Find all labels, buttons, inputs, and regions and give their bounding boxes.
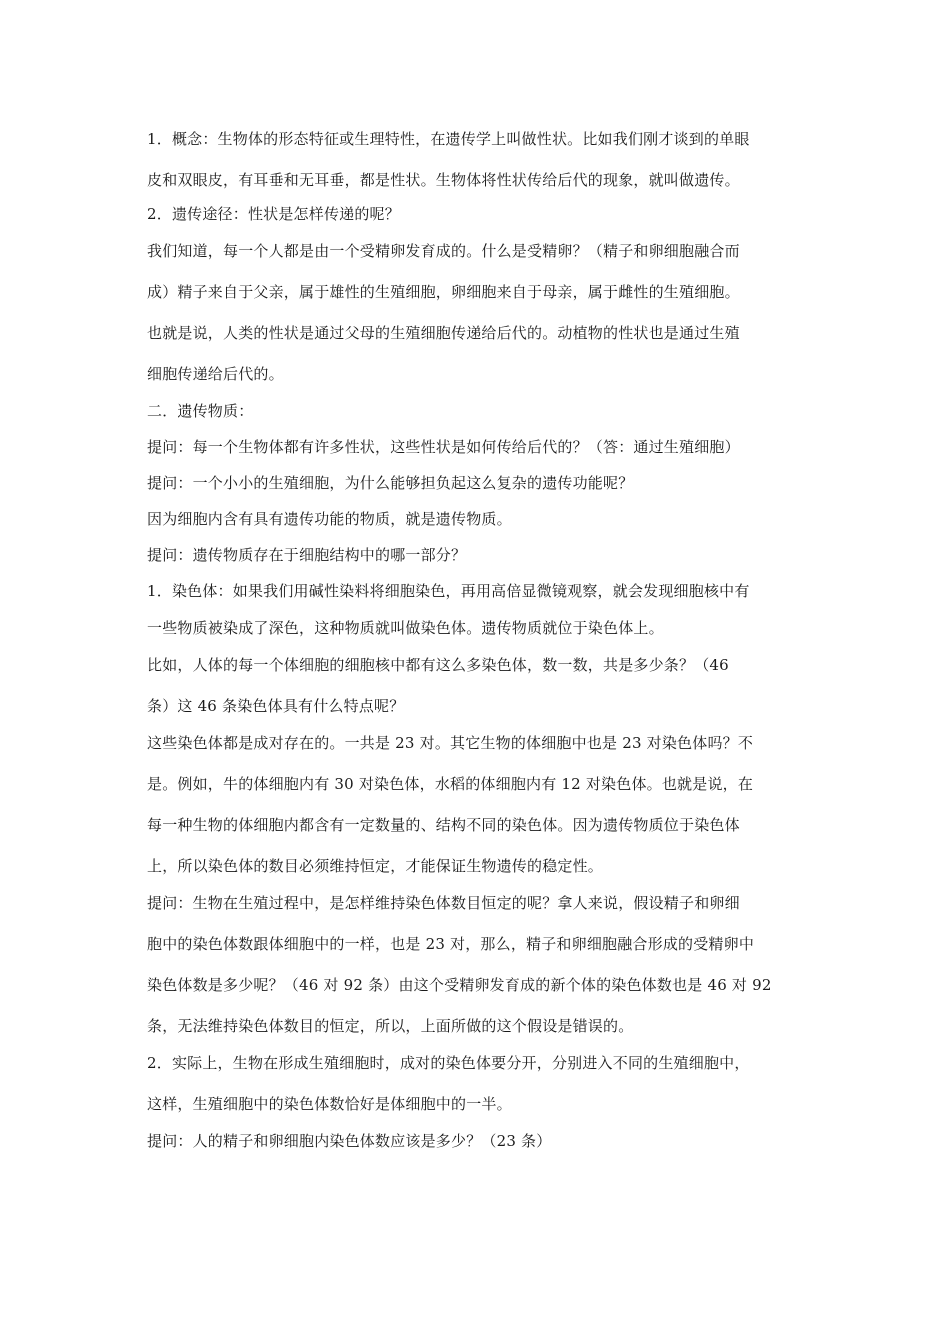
text-line: 2．遗传途径：性状是怎样传递的呢？ xyxy=(147,205,400,223)
text-line: 提问：一个小小的生殖细胞，为什么能够担负起这么复杂的遗传功能呢？ xyxy=(147,474,634,492)
text-line: 提问：人的精子和卵细胞内染色体数应该是多少？（23 条） xyxy=(147,1132,552,1150)
text-line: 皮和双眼皮，有耳垂和无耳垂，都是性状。生物体将性状传给后代的现象，就叫做遗传。 xyxy=(147,171,740,189)
text-line: 细胞传递给后代的。 xyxy=(147,365,284,383)
text-line: 胞中的染色体数跟体细胞中的一样，也是 23 对，那么，精子和卵细胞融合形成的受精卵中 xyxy=(147,935,755,953)
text-line: 成）精子来自于父亲，属于雄性的生殖细胞，卵细胞来自于母亲，属于雌性的生殖细胞。 xyxy=(147,283,740,301)
text-line: 我们知道，每一个人都是由一个受精卵发育成的。什么是受精卵？（精子和卵细胞融合而 xyxy=(147,242,740,260)
text-line: 每一种生物的体细胞内都含有一定数量的、结构不同的染色体。因为遗传物质位于染色体 xyxy=(147,816,740,834)
text-line: 1．染色体：如果我们用碱性染料将细胞染色，再用高倍显微镜观察，就会发现细胞核中有 xyxy=(147,582,750,600)
text-line: 提问：遗传物质存在于细胞结构中的哪一部分？ xyxy=(147,546,467,564)
text-line: 是。例如，牛的体细胞内有 30 对染色体，水稻的体细胞内有 12 对染色体。也就是说，在 xyxy=(147,775,754,793)
text-line: 这些染色体都是成对存在的。一共是 23 对。其它生物的体细胞中也是 23 对染色体吗？不 xyxy=(147,734,754,752)
text-line: 提问：生物在生殖过程中，是怎样维持染色体数目恒定的呢？拿人来说，假设精子和卵细 xyxy=(147,894,740,912)
text-line: 2．实际上，生物在形成生殖细胞时，成对的染色体要分开，分别进入不同的生殖细胞中， xyxy=(147,1054,750,1072)
text-line: 1．概念：生物体的形态特征或生理特性，在遗传学上叫做性状。比如我们刚才谈到的单眼 xyxy=(147,130,750,148)
text-line: 因为细胞内含有具有遗传功能的物质，就是遗传物质。 xyxy=(147,510,512,528)
text-line: 也就是说，人类的性状是通过父母的生殖细胞传递给后代的。动植物的性状也是通过生殖 xyxy=(147,324,740,342)
text-line: 提问：每一个生物体都有许多性状，这些性状是如何传给后代的？（答：通过生殖细胞） xyxy=(147,438,740,456)
text-line: 条）这 46 条染色体具有什么特点呢？ xyxy=(147,697,405,715)
text-line: 上，所以染色体的数目必须维持恒定，才能保证生物遗传的稳定性。 xyxy=(147,857,604,875)
text-line: 染色体数是多少呢？（46 对 92 条）由这个受精卵发育成的新个体的染色体数也是 46 对 92 xyxy=(147,976,772,994)
section-heading: 二．遗传物质： xyxy=(147,402,254,420)
text-line: 这样，生殖细胞中的染色体数恰好是体细胞中的一半。 xyxy=(147,1095,512,1113)
text-line: 比如，人体的每一个体细胞的细胞核中都有这么多染色体，数一数，共是多少条？（46 xyxy=(147,656,729,674)
text-line: 一些物质被染成了深色，这种物质就叫做染色体。遗传物质就位于染色体上。 xyxy=(147,619,664,637)
text-line: 条，无法维持染色体数目的恒定，所以，上面所做的这个假设是错误的。 xyxy=(147,1017,634,1035)
